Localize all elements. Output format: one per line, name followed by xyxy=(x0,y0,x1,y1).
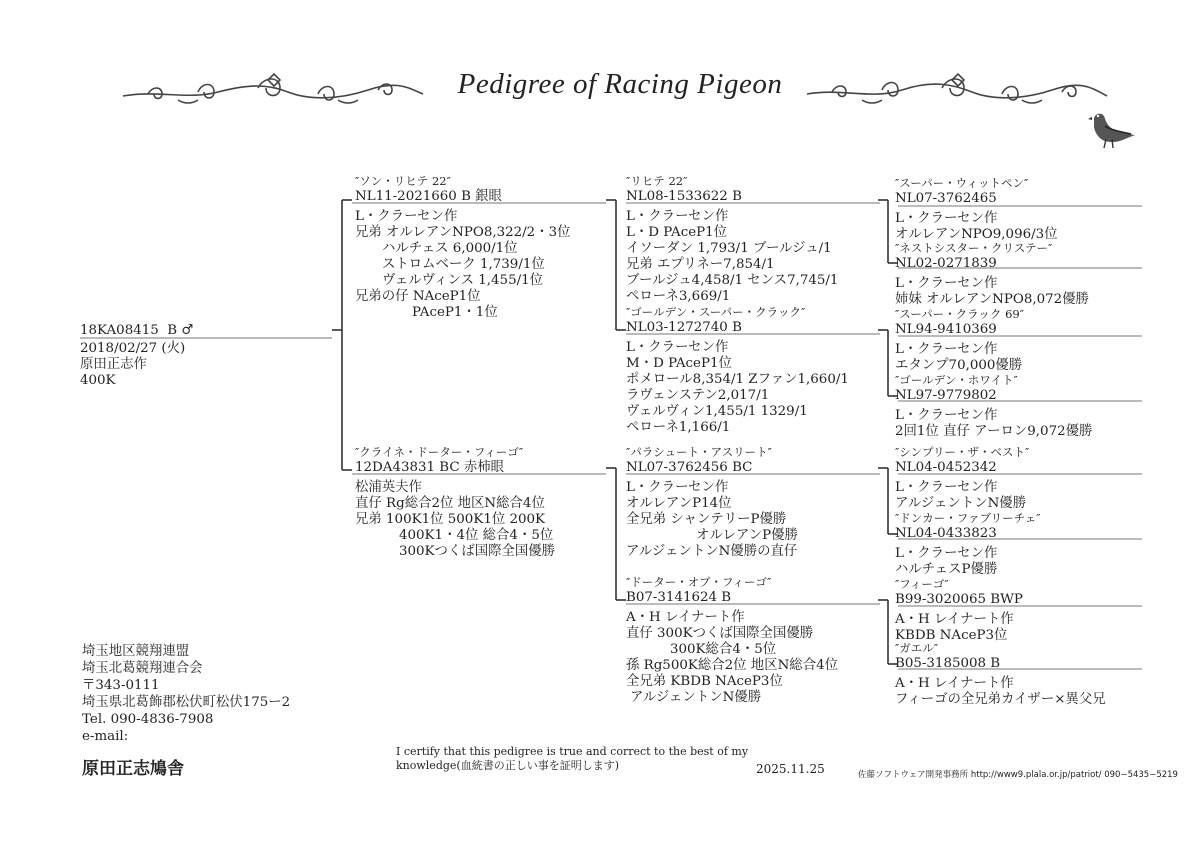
subject-ring-line xyxy=(80,323,193,339)
dam-line: 直仔 Rg総合2位 地区N総合4位 xyxy=(355,496,545,511)
ggp-line: 2回1位 直仔 アーロン9,072優勝 xyxy=(895,424,1093,439)
sire-line: PAceP1・1位 xyxy=(412,305,498,320)
ggp-dss-block xyxy=(895,444,1029,512)
owner-line: e-mail: xyxy=(82,729,129,744)
ggp-reg: NL97-9779802 xyxy=(895,388,997,403)
subject-ring: 18KA08415 xyxy=(80,323,159,338)
owner-line: 埼玉地区競翔連盟 xyxy=(82,644,190,659)
sire-block xyxy=(355,173,571,321)
owner-line: 〒343-0111 xyxy=(82,678,160,693)
ggp-dsd-block xyxy=(895,510,1041,578)
owner-line: 埼玉県北葛飾郡松伏町松伏175ー2 xyxy=(82,695,291,710)
ggp-line: ハルチェスP優勝 xyxy=(895,562,998,577)
ggp-reg: B05-3185008 B xyxy=(895,656,1001,671)
sire-line: ヴェルヴィンス 1,455/1位 xyxy=(382,273,544,288)
ggp-line: L・クラーセン作 xyxy=(895,342,998,357)
gp-line: M・D PAceP1位 xyxy=(626,356,732,371)
ggp-dds-block xyxy=(895,576,1023,644)
ggp-name: ″ネストシスター・クリステー″ xyxy=(895,241,1053,255)
gp-line: 全兄弟 シャンテリーP優勝 xyxy=(626,512,787,527)
gp-line: L・クラーセン作 xyxy=(626,209,729,224)
ggp-line: A・H レイナート作 xyxy=(895,612,1014,627)
ggp-reg: NL04-0452342 xyxy=(895,460,997,475)
ggp-line: L・クラーセン作 xyxy=(895,480,998,495)
dam-line: 400K1・4位 総合4・5位 xyxy=(399,528,554,543)
ggp-name: ″スーパー・ウィットペン″ xyxy=(895,176,1029,190)
gp-name: ″リヒテ 22″ xyxy=(626,174,688,188)
gp-name: ″ゴールデン・スーパー・クラック″ xyxy=(626,305,806,319)
page-title: Pedigree of Racing Pigeon xyxy=(457,68,783,100)
gp-line: 300K総合4・5位 xyxy=(670,642,777,657)
gp-line: A・H レイナート作 xyxy=(626,610,745,625)
ggp-ddd-block xyxy=(895,640,1106,708)
footer-credit: 佐藤ソフトウェア開発事務所 http://www9.plala.or.jp/patriot/ 090−5435−5219 xyxy=(858,770,1178,780)
dam-line: 松浦英夫作 xyxy=(355,480,422,495)
owner-block xyxy=(82,643,290,745)
certify-block xyxy=(396,745,748,773)
certify-line-2: knowledge(血統書の正しい事を証明します) xyxy=(396,759,619,772)
gp-line: オルレアンP優勝 xyxy=(696,528,798,543)
sire-line: ストロムベーク 1,739/1位 xyxy=(382,257,545,272)
gp-line: ラヴェンステン2,017/1 xyxy=(626,388,770,403)
subject-breeder: 原田正志作 xyxy=(80,357,147,372)
ggp-name: ″スーパー・クラック 69″ xyxy=(895,307,1024,321)
granddam-dam-block xyxy=(626,574,838,706)
gp-name: ″パラシュート・アスリート″ xyxy=(626,445,772,459)
gp-line: ペローネ3,669/1 xyxy=(626,289,731,304)
ggp-reg: NL04-0433823 xyxy=(895,526,997,541)
owner-line: 埼玉北葛競翔連合会 xyxy=(82,661,203,676)
ggp-line: エタンプ70,000優勝 xyxy=(895,358,1023,373)
owner-line: Tel. 090-4836-7908 xyxy=(82,712,214,727)
sire-line: L・クラーセン作 xyxy=(355,209,458,224)
granddam-sire-block xyxy=(626,304,849,436)
gp-line: アルジェントンN優勝の直仔 xyxy=(626,544,798,559)
loft-name: 原田正志鳩舎 xyxy=(82,759,184,779)
gp-line: アルジェントンN優勝 xyxy=(630,690,762,705)
dam-name: ″クライネ・ドーター・フィーゴ″ xyxy=(355,445,524,459)
ggp-line: フィーゴの全兄弟カイザー×異父兄 xyxy=(895,692,1106,707)
ggp-name: ″フィーゴ″ xyxy=(895,577,949,591)
gp-line: ブールジュ4,458/1 センス7,745/1 xyxy=(626,273,839,288)
ggp-sss-block xyxy=(895,175,1058,243)
sire-line: 兄弟の仔 NAceP1位 xyxy=(355,289,481,304)
sire-name: ″ソン・リヒテ 22″ xyxy=(355,174,451,188)
subject-sex: ♂ xyxy=(181,323,194,338)
gp-line: 孫 Rg500K総合2位 地区N総合4位 xyxy=(626,658,839,673)
gp-reg: NL08-1533622 B xyxy=(626,189,742,204)
gp-line: イソーダン 1,793/1 ブールジュ/1 xyxy=(626,241,832,256)
subject-block xyxy=(80,323,193,389)
certify-line-1: I certify that this pedigree is true and correct to the best of my xyxy=(396,745,749,758)
subject-hatch-date: 2018/02/27 (火) xyxy=(80,341,186,356)
ggp-line: 姉妹 オルレアンNPO8,072優勝 xyxy=(895,292,1089,307)
gp-line: L・クラーセン作 xyxy=(626,480,729,495)
subject-note: 400K xyxy=(80,373,116,388)
dam-line: 兄弟 100K1位 500K1位 200K xyxy=(355,512,546,527)
gp-line: 兄弟 エプリネー7,854/1 xyxy=(626,257,775,272)
ggp-name: ″ガエル″ xyxy=(895,641,939,655)
dam-line: 300Kつくば国際全国優勝 xyxy=(399,544,556,559)
ggp-name: ″シンプリー・ザ・ベスト″ xyxy=(895,445,1030,459)
sire-line: ハルチェス 6,000/1位 xyxy=(382,241,518,256)
dam-block xyxy=(355,444,555,560)
ggp-line: L・クラーセン作 xyxy=(895,211,998,226)
gp-line: L・D PAceP1位 xyxy=(626,225,728,240)
sire-line: 兄弟 オルレアンNPO8,322/2・3位 xyxy=(355,225,571,240)
ggp-ssd-block xyxy=(895,240,1089,308)
gp-reg: B07-3141624 B xyxy=(626,590,732,605)
ggp-line: L・クラーセン作 xyxy=(895,546,998,561)
ggp-sdd-block xyxy=(895,372,1092,440)
ggp-reg: NL07-3762465 xyxy=(895,191,997,206)
gp-line: 全兄弟 KBDB NAceP3位 xyxy=(626,674,783,689)
ggp-line: KBDB NAceP3位 xyxy=(895,628,1008,643)
gp-reg: NL03-1272740 B xyxy=(626,320,742,335)
gp-line: 直仔 300Kつくば国際全国優勝 xyxy=(626,626,814,641)
ggp-line: L・クラーセン作 xyxy=(895,408,998,423)
gp-reg: NL07-3762456 BC xyxy=(626,460,753,475)
dam-reg: 12DA43831 BC 赤柿眼 xyxy=(355,460,505,475)
gp-line: ヴェルヴィン1,455/1 1329/1 xyxy=(626,404,808,419)
gp-line: L・クラーセン作 xyxy=(626,340,729,355)
subject-color: B xyxy=(167,323,178,338)
gp-line: ペローネ1,166/1 xyxy=(626,420,731,435)
ggp-reg: NL94-9410369 xyxy=(895,322,997,337)
ggp-line: L・クラーセン作 xyxy=(895,276,998,291)
ggp-line: オルレアンNPO9,096/3位 xyxy=(895,227,1058,242)
ggp-reg: NL02-0271839 xyxy=(895,256,997,271)
ggp-line: A・H レイナート作 xyxy=(895,676,1014,691)
certify-date: 2025.11.25 xyxy=(756,762,825,776)
gp-line: ポメロール8,354/1 Zファン1,660/1 xyxy=(626,372,849,387)
ggp-name: ″ドンカー・ファブリーチェ″ xyxy=(895,511,1041,525)
ggp-reg: B99-3020065 BWP xyxy=(895,592,1023,607)
grandsire-sire-block xyxy=(626,173,838,305)
gp-line: オルレアンP14位 xyxy=(626,496,732,511)
gp-name: ″ドーター・オブ・フィーゴ″ xyxy=(626,575,772,589)
ggp-name: ″ゴールデン・ホワイト″ xyxy=(895,373,1018,387)
sire-reg: NL11-2021660 B 銀眼 xyxy=(355,189,502,204)
grandsire-dam-block xyxy=(626,444,798,560)
ggp-line: アルジェントンN優勝 xyxy=(895,496,1027,511)
ggp-sds-block xyxy=(895,306,1024,374)
